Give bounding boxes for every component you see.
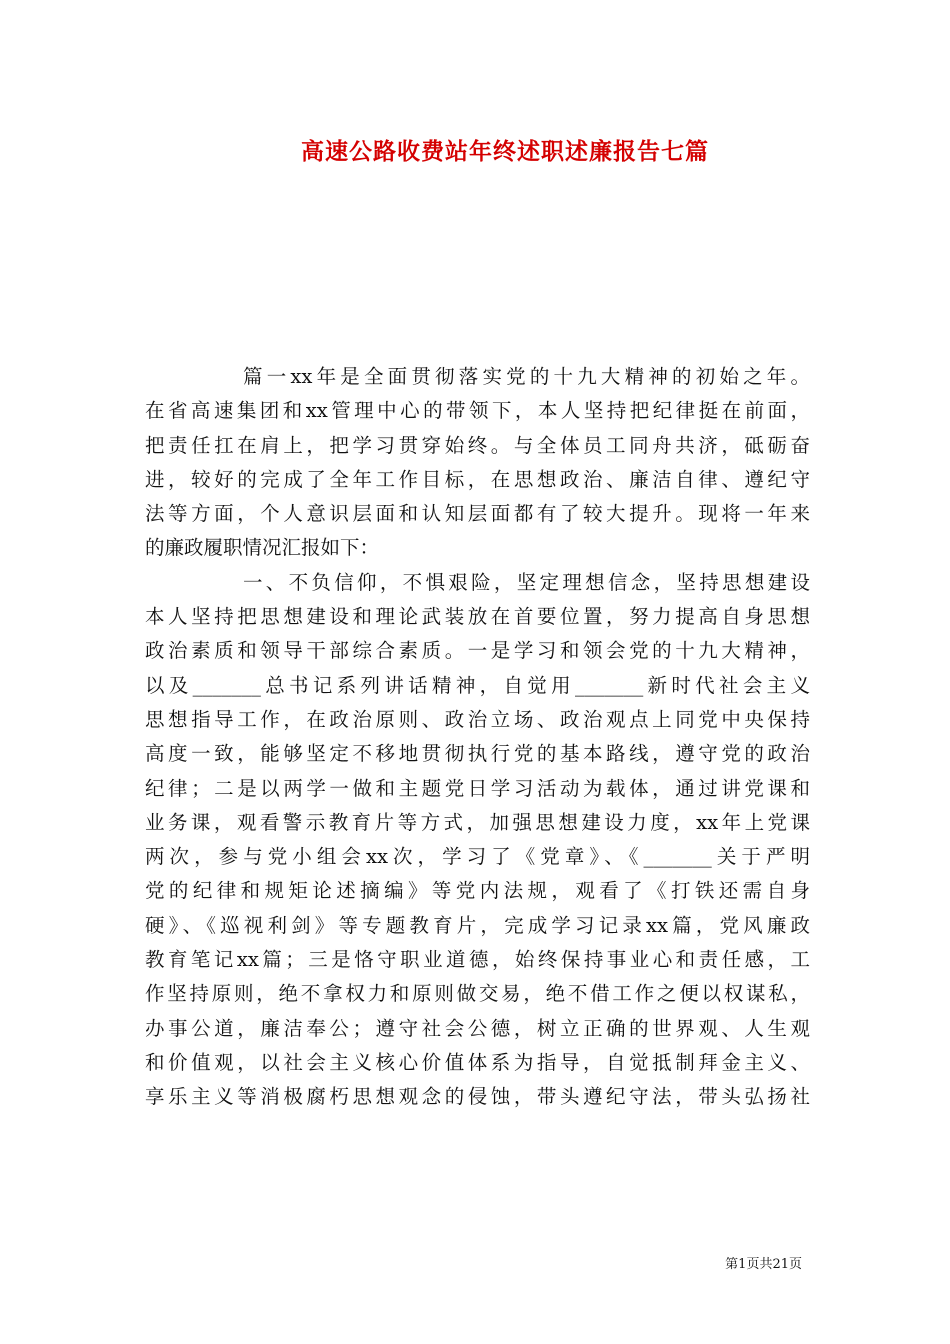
document-title: 高速公路收费站年终述职述廉报告七篇 [301,138,709,165]
body-line: 党的纪律和规矩论述摘编》等党内法规，观看了《打铁还需自身 [145,879,810,903]
body-line: 硬》、《巡视利剑》等专题教育片，完成学习记录xx篇，党风廉政 [145,913,810,937]
body-line: 教育笔记xx篇；三是恪守职业道德，始终保持事业心和责任感，工 [145,948,810,972]
body-line: 业务课，观看警示教育片等方式，加强思想建设力度，xx年上党课 [145,810,810,834]
body-line: 政治素质和领导干部综合素质。一是学习和领会党的十九大精神， [145,639,810,663]
body-line: 纪律；二是以两学一做和主题党日学习活动为载体，通过讲党课和 [145,776,810,800]
body-line: 进，较好的完成了全年工作目标，在思想政治、廉洁自律、遵纪守 [145,467,810,491]
body-line: 思想指导工作，在政治原则、政治立场、政治观点上同党中央保持 [145,707,810,731]
body-line: 作坚持原则，绝不拿权力和原则做交易，绝不借工作之便以权谋私， [145,982,810,1006]
body-line: 在省高速集团和xx管理中心的带领下，本人坚持把纪律挺在前面， [145,399,810,423]
body-line: 高度一致，能够坚定不移地贯彻执行党的基本路线，遵守党的政治 [145,742,810,766]
body-line: 把责任扛在肩上，把学习贯穿始终。与全体员工同舟共济，砥砺奋 [145,433,810,457]
body-line: 法等方面，个人意识层面和认知层面都有了较大提升。现将一年来 [145,502,810,526]
body-line: 和价值观，以社会主义核心价值体系为指导，自觉抵制拜金主义、 [145,1050,810,1074]
body-line: 本人坚持把思想建设和理论武装放在首要位置，努力提高自身思想 [145,605,810,629]
body-line: 一、不负信仰，不惧艰险，坚定理想信念，坚持思想建设 [243,570,810,594]
body-line: 办事公道，廉洁奉公；遵守社会公德，树立正确的世界观、人生观 [145,1016,810,1040]
body-line: 两次，参与党小组会xx次，学习了《党章》、《_______关于严明 [145,845,810,869]
page-number-footer: 第1页共21页 [725,1257,802,1272]
document-body [145,360,810,1115]
body-line: 的廉政履职情况汇报如下： [145,536,380,560]
body-line: 篇一xx年是全面贯彻落实党的十九大精神的初始之年。 [243,365,810,388]
body-line: 以及_______总书记系列讲话精神，自觉用_______新时代社会主义 [145,673,810,697]
body-line: 享乐主义等消极腐朽思想观念的侵蚀，带头遵纪守法，带头弘扬社 [145,1085,810,1109]
